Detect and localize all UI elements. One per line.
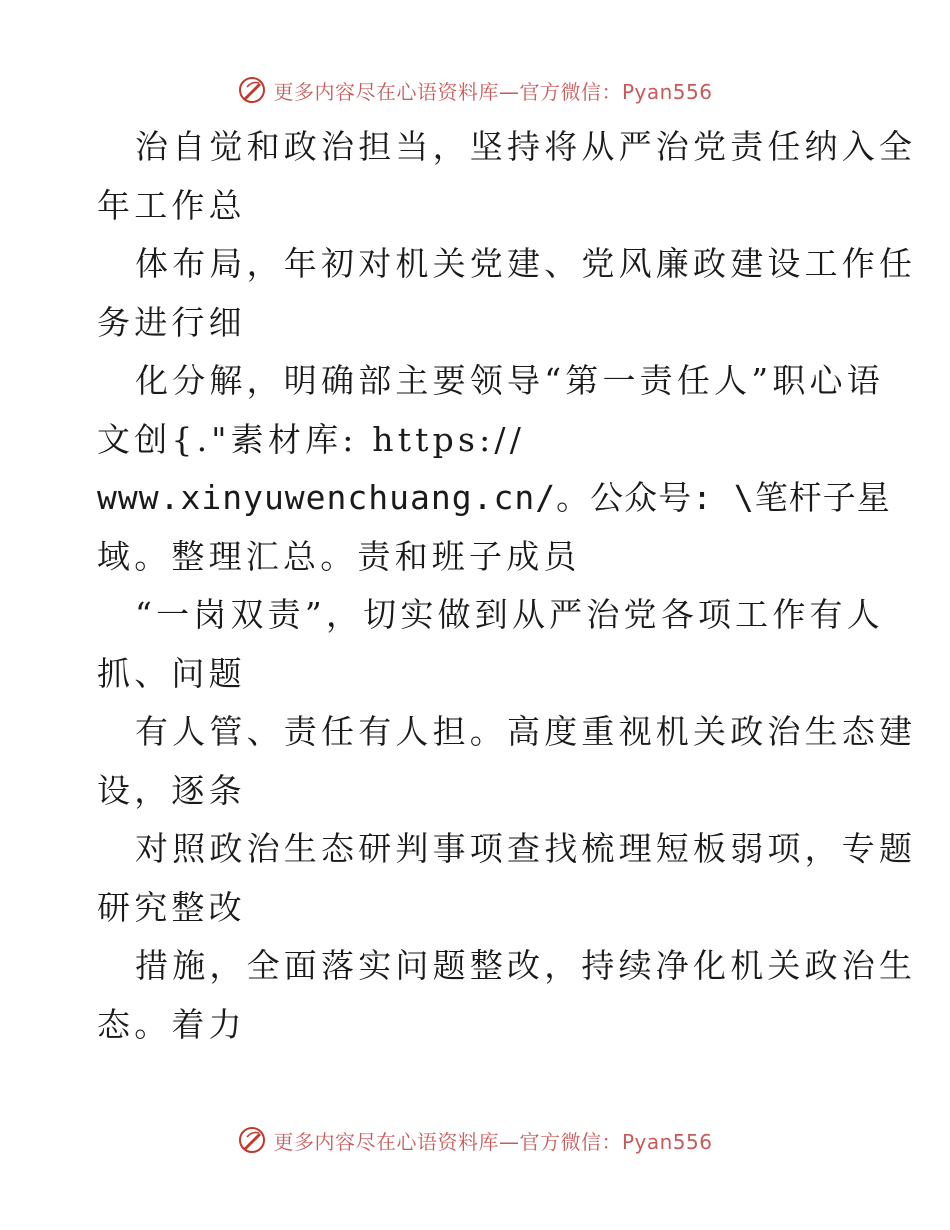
quill-logo-icon (237, 1125, 267, 1155)
body-line: 化分解，明确部主要领导“第一责任人”职心语 (135, 361, 884, 400)
body-line: 域。整理汇总。责和班子成员 (97, 536, 581, 576)
document-body (97, 118, 917, 1054)
watermark-text: 更多内容尽在心语资料库—官方微信：Pyan556 (273, 1129, 713, 1154)
watermark-text: 更多内容尽在心语资料库—官方微信：Pyan556 (273, 79, 713, 104)
body-line: 设，逐条 (97, 770, 246, 810)
body-line: 年工作总 (97, 185, 246, 225)
body-line: 体布局，年初对机关党建、党风廉政建设工作任 (135, 244, 917, 283)
quill-logo-icon (237, 75, 267, 105)
body-line: 研究整改 (97, 887, 246, 927)
body-line: 态。着力 (97, 1004, 246, 1044)
body-line: 有人管、责任有人担。高度重视机关政治生态建 (135, 712, 917, 751)
body-line: 治自觉和政治担当，坚持将从严治党责任纳入全 (135, 127, 917, 166)
body-line: “一岗双责”，切实做到从严治党各项工作有人 (135, 595, 884, 634)
body-line: 文创{."素材库: https:// (97, 419, 526, 459)
footer-watermark (0, 1120, 950, 1160)
body-line: 对照政治生态研判事项查找梳理短板弱项，专题 (135, 829, 917, 868)
body-line: 措施，全面落实问题整改，持续净化机关政治生 (135, 946, 917, 985)
header-watermark (0, 70, 950, 110)
body-line: 抓、问题 (97, 653, 246, 693)
body-line-url: www.xinyuwenchuang.cn/。公众号: \笔杆子星 (97, 478, 891, 517)
body-line: 务进行细 (97, 302, 246, 342)
